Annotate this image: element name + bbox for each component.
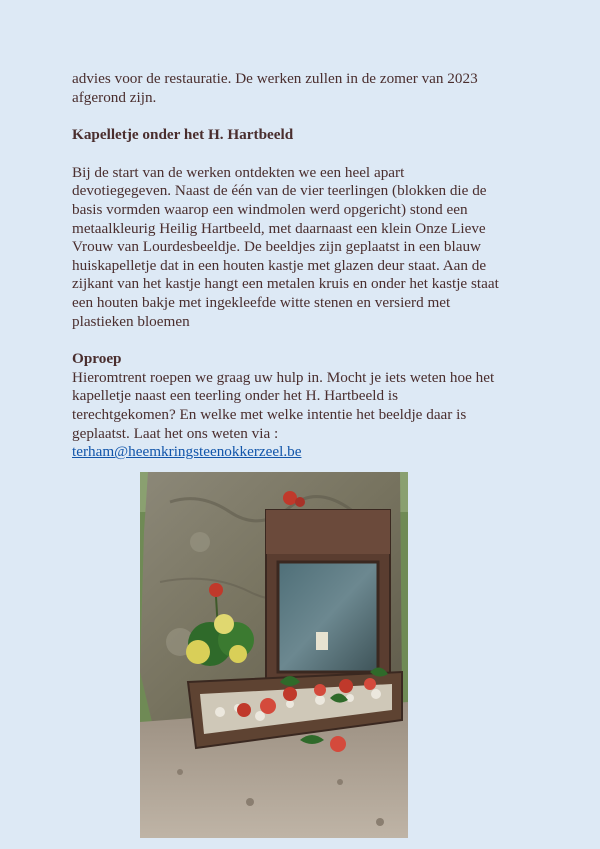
section-heading-oproep: Oproep	[72, 350, 122, 368]
text-line: plastieken bloemen	[72, 312, 190, 330]
oproep-paragraph	[72, 369, 532, 462]
text-line: terechtgekomen? En welke met welke intentie het beeldje daar is	[72, 405, 467, 423]
text-line: basis vormden waarop een windmolen werd opgericht) stond een	[72, 200, 468, 218]
text-line: Bij de start van de werken ontdekten we een heel apart	[72, 163, 405, 181]
chapel-photo	[140, 472, 408, 838]
section-heading-kapelletje: Kapelletje onder het H. Hartbeeld	[72, 126, 294, 144]
intro-paragraph	[72, 70, 532, 107]
intro-line-2: afgerond zijn.	[72, 88, 157, 106]
contact-email-link[interactable]: terham@heemkringsteenokkerzeel.be	[72, 443, 302, 461]
text-line: devotiegegeven. Naast de één van de vier teerlingen (blokken die de	[72, 182, 487, 200]
text-line: zijkant van het kastje hangt een metalen kruis en onder het kastje staat	[72, 275, 499, 293]
text-line: Hieromtrent roepen we graag uw hulp in. Mocht je iets weten hoe het	[72, 368, 495, 386]
text-line: geplaatst. Laat het ons weten via :	[72, 424, 279, 442]
article-body	[72, 70, 532, 462]
text-line: metaalkleurig Heilig Hartbeeld, met daarnaast een klein Onze Lieve	[72, 219, 486, 237]
text-line: Vrouw van Lourdesbeeldje. De beeldjes zijn geplaatst in een blauw	[72, 238, 482, 256]
text-line: kapelletje naast een teerling onder het H. Hartbeeld is	[72, 387, 398, 405]
text-line: huiskapelletje dat in een houten kastje met glazen deur staat. Aan de	[72, 256, 487, 274]
intro-line-1: advies voor de restauratie. De werken zullen in de zomer van 2023	[72, 70, 478, 87]
kapelletje-paragraph	[72, 164, 532, 331]
text-line: een houten bakje met ingekleefde witte stenen en versierd met	[72, 293, 451, 311]
